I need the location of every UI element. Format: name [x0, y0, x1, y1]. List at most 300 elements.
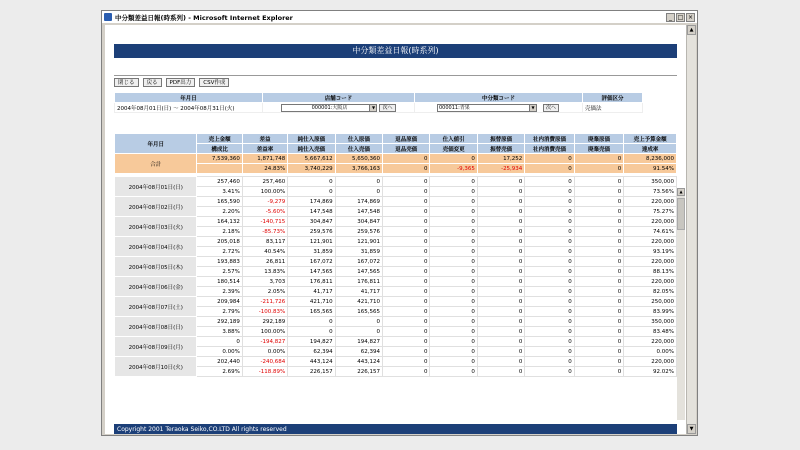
- table-row: [115, 337, 677, 347]
- table-cell: 147,565: [335, 267, 382, 277]
- table-cell: 62,394: [335, 347, 382, 357]
- total-row: [115, 154, 677, 164]
- table-cell: 0: [477, 247, 524, 257]
- table-cell: 220,000: [624, 197, 677, 207]
- table-row: [115, 307, 677, 317]
- category-select-value: 000011:青果: [439, 104, 470, 111]
- table-cell: 100.00%: [242, 187, 287, 197]
- table-cell: 443,124: [288, 357, 335, 367]
- table-cell: 0: [430, 247, 477, 257]
- row-date: 2004年08月03日(火): [115, 217, 197, 237]
- column-subheader: 達成率: [624, 144, 677, 154]
- table-cell: 0: [525, 317, 574, 327]
- table-cell: 0: [477, 337, 524, 347]
- table-cell: 0: [525, 257, 574, 267]
- filter-header-category: 中分類コード: [415, 93, 583, 103]
- store-next-button[interactable]: 次へ: [379, 104, 395, 112]
- filter-header-evaluation: 評価区分: [583, 93, 643, 103]
- table-cell: -85.73%: [242, 227, 287, 237]
- table-cell: 0: [574, 337, 623, 347]
- table-cell: 0: [525, 207, 574, 217]
- table-cell: 0: [383, 317, 430, 327]
- table-cell: 0: [477, 327, 524, 337]
- table-cell: 0: [383, 337, 430, 347]
- table-cell: 167,072: [288, 257, 335, 267]
- table-cell: 88.13%: [624, 267, 677, 277]
- table-row: [115, 217, 677, 227]
- table-cell: 41,717: [288, 287, 335, 297]
- total-cell: 0: [574, 164, 623, 174]
- table-cell: 0: [477, 197, 524, 207]
- total-cell: 0: [525, 154, 574, 164]
- total-cell: 24.83%: [242, 164, 287, 174]
- table-cell: 174,869: [288, 197, 335, 207]
- table-cell: 2.72%: [197, 247, 242, 257]
- table-cell: 93.19%: [624, 247, 677, 257]
- table-row: [115, 327, 677, 337]
- footer-copyright: Copyright 2001 Teraoka Seiko,CO.LTD All rights reserved: [114, 424, 677, 434]
- table-cell: 220,000: [624, 257, 677, 267]
- table-cell: 0: [335, 187, 382, 197]
- table-row: [115, 177, 677, 187]
- table-row: [115, 237, 677, 247]
- table-cell: 0: [525, 237, 574, 247]
- table-cell: 147,548: [288, 207, 335, 217]
- table-cell: 421,710: [335, 297, 382, 307]
- header-row: [115, 144, 677, 154]
- table-cell: 180,514: [197, 277, 242, 287]
- column-header: 売上金額: [197, 134, 242, 144]
- table-cell: 0: [383, 297, 430, 307]
- table-cell: -118.89%: [242, 367, 287, 377]
- table-cell: 0: [430, 257, 477, 267]
- table-cell: 0: [525, 307, 574, 317]
- table-cell: 0: [477, 287, 524, 297]
- row-date: 2004年08月09日(月): [115, 337, 197, 357]
- table-cell: 0: [430, 267, 477, 277]
- column-header: 返品原価: [383, 134, 430, 144]
- table-cell: 250,000: [624, 297, 677, 307]
- table-cell: 194,827: [335, 337, 382, 347]
- row-date: 2004年08月01日(日): [115, 177, 197, 197]
- table-cell: 0: [383, 187, 430, 197]
- table-cell: 26,811: [242, 257, 287, 267]
- table-cell: 0: [430, 207, 477, 217]
- table-cell: 350,000: [624, 317, 677, 327]
- table-row: [115, 207, 677, 217]
- table-cell: 257,460: [197, 177, 242, 187]
- total-cell: 0: [574, 154, 623, 164]
- table-cell: 0: [383, 357, 430, 367]
- back-button[interactable]: 戻る: [143, 78, 162, 87]
- table-cell: 0: [525, 357, 574, 367]
- table-cell: 0: [574, 227, 623, 237]
- table-cell: 3.41%: [197, 187, 242, 197]
- table-cell: 0: [430, 297, 477, 307]
- table-cell: 0: [525, 347, 574, 357]
- filter-table: [114, 92, 643, 113]
- table-cell: 0: [383, 197, 430, 207]
- table-cell: 2.05%: [242, 287, 287, 297]
- total-cell: 5,650,360: [335, 154, 382, 164]
- total-row: [115, 164, 677, 174]
- column-header: 仕入値引: [430, 134, 477, 144]
- table-cell: 0: [574, 267, 623, 277]
- table-cell: 304,847: [335, 217, 382, 227]
- total-cell: [197, 164, 242, 174]
- table-cell: 350,000: [624, 177, 677, 187]
- table-cell: 0: [477, 257, 524, 267]
- table-cell: 0: [288, 187, 335, 197]
- column-header: 廃棄原価: [574, 134, 623, 144]
- table-cell: 0: [477, 347, 524, 357]
- table-cell: 292,189: [242, 317, 287, 327]
- minimize-button[interactable]: _: [666, 13, 675, 22]
- table-cell: 0: [477, 307, 524, 317]
- table-cell: 0: [197, 337, 242, 347]
- table-cell: 0.00%: [242, 347, 287, 357]
- table-cell: 0: [288, 177, 335, 187]
- table-row: [115, 257, 677, 267]
- table-cell: 0: [574, 177, 623, 187]
- table-cell: 74.61%: [624, 227, 677, 237]
- toolbar: [114, 78, 229, 87]
- table-cell: 220,000: [624, 357, 677, 367]
- maximize-button[interactable]: □: [677, 13, 684, 21]
- table-cell: 0: [574, 297, 623, 307]
- row-date: 2004年08月05日(木): [115, 257, 197, 277]
- total-cell: 3,740,229: [288, 164, 335, 174]
- table-cell: 0: [383, 217, 430, 227]
- table-cell: 100.00%: [242, 327, 287, 337]
- table-cell: 0: [430, 277, 477, 287]
- table-cell: 0: [383, 177, 430, 187]
- table-cell: 0: [477, 357, 524, 367]
- table-cell: 0: [525, 187, 574, 197]
- table-cell: 0: [383, 367, 430, 377]
- table-cell: 0: [383, 347, 430, 357]
- table-row: [115, 247, 677, 257]
- page-content: [105, 25, 686, 434]
- page-title: 中分類差益日報(時系列): [114, 44, 677, 58]
- table-cell: 0: [525, 267, 574, 277]
- table-cell: 0: [574, 327, 623, 337]
- total-cell: 17,252: [477, 154, 524, 164]
- table-cell: 304,847: [288, 217, 335, 227]
- title-bar: [102, 11, 697, 23]
- table-cell: 0: [574, 357, 623, 367]
- table-cell: 0: [574, 277, 623, 287]
- table-row: [115, 187, 677, 197]
- column-header: 純仕入原価: [288, 134, 335, 144]
- total-cell: 8,236,000: [624, 154, 677, 164]
- table-cell: 0: [574, 237, 623, 247]
- table-cell: 176,811: [335, 277, 382, 287]
- table-cell: 164,132: [197, 217, 242, 227]
- table-row: [115, 367, 677, 377]
- table-cell: 147,548: [335, 207, 382, 217]
- csv-create-button[interactable]: CSV作成: [199, 78, 229, 87]
- table-cell: 75.27%: [624, 207, 677, 217]
- table-cell: 147,565: [288, 267, 335, 277]
- table-cell: 0: [430, 337, 477, 347]
- table-cell: 165,565: [335, 307, 382, 317]
- table-cell: 0: [525, 287, 574, 297]
- column-header: 仕入原価: [335, 134, 382, 144]
- table-cell: 62,394: [288, 347, 335, 357]
- table-scrollbar[interactable]: [677, 188, 685, 420]
- table-cell: 0: [525, 177, 574, 187]
- table-cell: 0: [525, 197, 574, 207]
- table-cell: -211,726: [242, 297, 287, 307]
- table-cell: 0: [525, 367, 574, 377]
- table-cell: -194,827: [242, 337, 287, 347]
- column-subheader: 売価変更: [430, 144, 477, 154]
- chevron-down-icon: ▼: [369, 105, 376, 111]
- table-cell: 220,000: [624, 277, 677, 287]
- table-cell: 226,157: [335, 367, 382, 377]
- table-cell: 0: [335, 327, 382, 337]
- table-cell: 0: [574, 257, 623, 267]
- table-cell: 92.02%: [624, 367, 677, 377]
- total-cell: -9,365: [430, 164, 477, 174]
- table-row: [115, 197, 677, 207]
- table-cell: 209,984: [197, 297, 242, 307]
- column-subheader: 社内消費売価: [525, 144, 574, 154]
- table-cell: 0: [383, 277, 430, 287]
- store-select-value: 000001:大阪店: [311, 104, 348, 111]
- table-cell: 3.88%: [197, 327, 242, 337]
- table-cell: 31,859: [288, 247, 335, 257]
- table-cell: -5.60%: [242, 207, 287, 217]
- table-cell: 205,018: [197, 237, 242, 247]
- category-select[interactable]: [437, 104, 537, 112]
- column-subheader: 仕入売価: [335, 144, 382, 154]
- table-cell: 121,901: [335, 237, 382, 247]
- table-cell: 165,565: [288, 307, 335, 317]
- table-cell: 0: [477, 227, 524, 237]
- table-row: [115, 287, 677, 297]
- table-cell: 0: [430, 217, 477, 227]
- scroll-down-icon[interactable]: ▼: [687, 424, 696, 434]
- scroll-up-icon[interactable]: ▲: [687, 25, 696, 35]
- table-cell: 167,072: [335, 257, 382, 267]
- table-cell: 0: [430, 327, 477, 337]
- table-cell: 0: [477, 367, 524, 377]
- table-cell: 257,460: [242, 177, 287, 187]
- chevron-down-icon: ▼: [529, 105, 536, 111]
- table-cell: 0: [288, 327, 335, 337]
- total-cell: 0: [525, 164, 574, 174]
- table-cell: 2.79%: [197, 307, 242, 317]
- table-cell: 0: [383, 257, 430, 267]
- table-row: [115, 297, 677, 307]
- table-cell: 0: [383, 227, 430, 237]
- store-select[interactable]: [281, 104, 377, 112]
- total-cell: 5,667,612: [288, 154, 335, 164]
- close-window-button[interactable]: ×: [687, 13, 694, 21]
- table-cell: 0: [477, 317, 524, 327]
- date-range: 2004年08月01日(日) ～ 2004年08月31日(火): [115, 103, 263, 113]
- table-cell: 2.20%: [197, 207, 242, 217]
- table-cell: 0: [335, 317, 382, 327]
- table-cell: 0: [525, 297, 574, 307]
- table-cell: 0: [430, 367, 477, 377]
- table-cell: 82.05%: [624, 287, 677, 297]
- table-cell: 194,827: [288, 337, 335, 347]
- table-row: [115, 267, 677, 277]
- table-cell: 0: [525, 327, 574, 337]
- table-cell: 0.00%: [624, 347, 677, 357]
- total-cell: 7,539,360: [197, 154, 242, 164]
- total-cell: 0: [383, 164, 430, 174]
- table-cell: 0: [477, 217, 524, 227]
- table-cell: 0: [430, 177, 477, 187]
- table-cell: 0: [574, 367, 623, 377]
- total-cell: 3,766,163: [335, 164, 382, 174]
- divider: [114, 75, 677, 76]
- table-cell: 174,869: [335, 197, 382, 207]
- evaluation-value: 売価法: [583, 103, 643, 113]
- table-cell: 0: [430, 287, 477, 297]
- table-cell: 443,124: [335, 357, 382, 367]
- column-subheader: 返品売価: [383, 144, 430, 154]
- table-cell: 176,811: [288, 277, 335, 287]
- data-table-wrapper: [114, 133, 677, 420]
- close-button[interactable]: 閉じる: [114, 78, 139, 87]
- column-subheader: 差益率: [242, 144, 287, 154]
- table-row: [115, 277, 677, 287]
- table-cell: 0: [574, 347, 623, 357]
- table-cell: 0: [525, 217, 574, 227]
- table-cell: 421,710: [288, 297, 335, 307]
- table-cell: 0: [574, 217, 623, 227]
- table-cell: 31,859: [335, 247, 382, 257]
- table-cell: 226,157: [288, 367, 335, 377]
- row-date: 2004年08月02日(月): [115, 197, 197, 217]
- table-cell: 0: [383, 307, 430, 317]
- total-cell: 91.54%: [624, 164, 677, 174]
- table-cell: 2.39%: [197, 287, 242, 297]
- total-cell: 1,871,748: [242, 154, 287, 164]
- table-cell: 0: [430, 187, 477, 197]
- data-table: [114, 133, 677, 377]
- table-cell: 0: [430, 347, 477, 357]
- table-cell: 0: [383, 207, 430, 217]
- category-next-button[interactable]: 次へ: [543, 104, 559, 112]
- row-date: 2004年08月10日(火): [115, 357, 197, 377]
- row-date: 2004年08月07日(土): [115, 297, 197, 317]
- total-cell: 0: [383, 154, 430, 164]
- table-cell: 0: [574, 317, 623, 327]
- table-cell: 0: [525, 247, 574, 257]
- table-cell: 2.57%: [197, 267, 242, 277]
- table-cell: 0: [477, 207, 524, 217]
- table-row: [115, 227, 677, 237]
- pdf-export-button[interactable]: PDF出力: [166, 78, 196, 87]
- table-cell: 0: [430, 227, 477, 237]
- scroll-thumb[interactable]: [677, 198, 685, 230]
- table-row: [115, 347, 677, 357]
- table-cell: 0: [430, 307, 477, 317]
- table-cell: 259,576: [335, 227, 382, 237]
- table-cell: 121,901: [288, 237, 335, 247]
- table-cell: 0: [430, 237, 477, 247]
- table-cell: 0: [574, 307, 623, 317]
- table-cell: 0: [525, 337, 574, 347]
- total-cell: 0: [430, 154, 477, 164]
- table-cell: 0: [574, 247, 623, 257]
- table-cell: -9,279: [242, 197, 287, 207]
- table-cell: 2.69%: [197, 367, 242, 377]
- table-cell: 83.99%: [624, 307, 677, 317]
- table-cell: 13.83%: [242, 267, 287, 277]
- column-header: 差益: [242, 134, 287, 144]
- table-cell: 165,590: [197, 197, 242, 207]
- column-subheader: 純仕入売価: [288, 144, 335, 154]
- header-date: 年月日: [115, 134, 197, 154]
- window-scrollbar[interactable]: [686, 25, 696, 434]
- column-subheader: 廃棄売価: [574, 144, 623, 154]
- table-cell: 3,703: [242, 277, 287, 287]
- ie-icon: [104, 13, 112, 21]
- filter-header-date: 年月日: [115, 93, 263, 103]
- table-cell: 83.48%: [624, 327, 677, 337]
- table-cell: -100.83%: [242, 307, 287, 317]
- table-cell: 0: [430, 357, 477, 367]
- table-cell: 0: [477, 277, 524, 287]
- table-cell: 259,576: [288, 227, 335, 237]
- table-cell: 220,000: [624, 237, 677, 247]
- window-title: 中分類差益日報(時系列) - Microsoft Internet Explorer: [115, 13, 293, 22]
- table-cell: 73.56%: [624, 187, 677, 197]
- table-cell: 220,000: [624, 217, 677, 227]
- column-header: 社内消費原価: [525, 134, 574, 144]
- total-label: 合計: [115, 154, 197, 174]
- table-cell: 220,000: [624, 337, 677, 347]
- table-cell: 0: [288, 317, 335, 327]
- table-cell: 0: [383, 267, 430, 277]
- table-cell: 0: [335, 177, 382, 187]
- table-cell: 0: [477, 237, 524, 247]
- browser-window: [101, 10, 698, 436]
- table-cell: 0: [383, 247, 430, 257]
- column-header: 売上予算金額: [624, 134, 677, 144]
- table-cell: 0: [430, 317, 477, 327]
- table-cell: 2.18%: [197, 227, 242, 237]
- scroll-up-icon[interactable]: ▲: [677, 188, 685, 196]
- table-cell: 0: [525, 227, 574, 237]
- row-date: 2004年08月06日(金): [115, 277, 197, 297]
- column-subheader: 構成比: [197, 144, 242, 154]
- table-cell: 40.54%: [242, 247, 287, 257]
- row-date: 2004年08月04日(水): [115, 237, 197, 257]
- table-cell: 0: [574, 287, 623, 297]
- table-cell: 0: [574, 207, 623, 217]
- table-cell: 202,440: [197, 357, 242, 367]
- table-row: [115, 317, 677, 327]
- column-header: 振替原価: [477, 134, 524, 144]
- table-cell: -240,684: [242, 357, 287, 367]
- table-cell: 0: [525, 277, 574, 287]
- table-cell: -140,715: [242, 217, 287, 227]
- table-cell: 0: [574, 197, 623, 207]
- table-row: [115, 357, 677, 367]
- table-cell: 0.00%: [197, 347, 242, 357]
- row-date: 2004年08月08日(日): [115, 317, 197, 337]
- table-cell: 0: [477, 297, 524, 307]
- table-cell: 83,117: [242, 237, 287, 247]
